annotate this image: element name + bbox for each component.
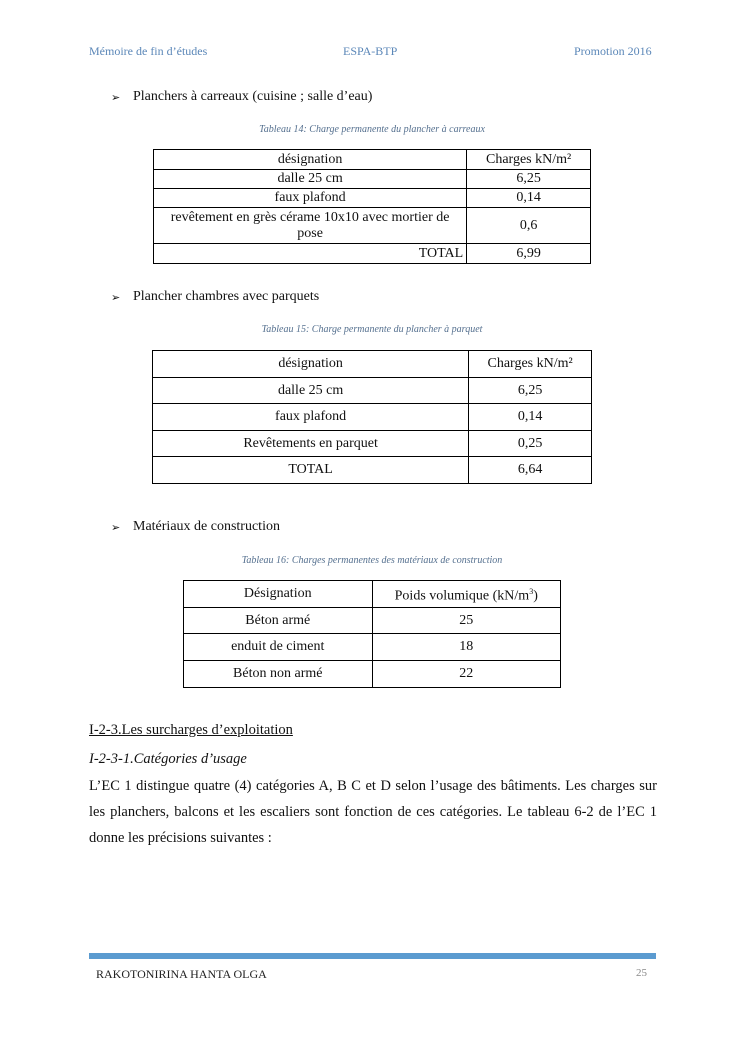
header-charges: Charges kN/m² xyxy=(469,351,592,378)
arrow-bullet-icon: ➢ xyxy=(111,521,121,534)
page-number: 25 xyxy=(636,967,647,979)
total-value: 6,64 xyxy=(469,457,592,484)
table-row xyxy=(184,661,561,688)
header-right: Promotion 2016 xyxy=(574,44,652,58)
table-14 xyxy=(153,149,591,264)
total-label: TOTAL xyxy=(153,457,469,484)
table-15-caption: Tableau 15: Charge permanente du plancher à parquet xyxy=(261,324,483,335)
bullet-text: Matériaux de construction xyxy=(133,519,280,534)
cell-value: 18 xyxy=(372,634,560,661)
cell-value: 0,6 xyxy=(467,208,591,244)
cell-value: 6,25 xyxy=(467,170,591,189)
header-poids-volumique xyxy=(372,581,560,608)
table-14-caption: Tableau 14: Charge permanente du plancher à carreaux xyxy=(259,124,485,135)
footer-author: RAKOTONIRINA HANTA OLGA xyxy=(96,967,267,981)
header-poids-close: ) xyxy=(533,588,538,604)
header-poids-exponent: 3 xyxy=(529,586,534,596)
table-header-row xyxy=(154,150,591,170)
cell-value: 0,14 xyxy=(469,404,592,431)
table-total-row xyxy=(153,457,592,484)
bullet-planchers-carreaux xyxy=(111,89,372,105)
cell-designation: dalle 25 cm xyxy=(153,378,469,404)
bullet-plancher-parquets xyxy=(111,289,319,305)
bullet-text: Planchers à carreaux (cuisine ; salle d’eau) xyxy=(133,89,373,104)
header-charges: Charges kN/m² xyxy=(467,150,591,170)
table-16-caption: Tableau 16: Charges permanentes des matériaux de construction xyxy=(241,555,503,566)
table-row xyxy=(184,608,561,634)
footer-divider xyxy=(89,953,656,959)
cell-designation: dalle 25 cm xyxy=(154,170,467,189)
subsection-heading: I-2-3-1.Catégories d’usage xyxy=(89,751,247,767)
table-row xyxy=(154,189,591,208)
table-row xyxy=(153,404,592,431)
cell-value: 6,25 xyxy=(469,378,592,404)
table-row xyxy=(154,170,591,189)
cell-designation: Béton armé xyxy=(184,608,373,634)
header-designation: désignation xyxy=(153,351,469,378)
table-header-row xyxy=(184,581,561,608)
cell-value: 25 xyxy=(372,608,560,634)
cell-designation: faux plafond xyxy=(153,404,469,431)
cell-value: 0,14 xyxy=(467,189,591,208)
bullet-materiaux xyxy=(111,519,280,535)
table-row xyxy=(184,634,561,661)
header-poids-text: Poids volumique (kN/m xyxy=(394,588,530,604)
header-designation: désignation xyxy=(154,150,467,170)
cell-designation: revêtement en grès cérame 10x10 avec mortier de pose xyxy=(154,208,467,244)
header-center: ESPA-BTP xyxy=(343,44,398,58)
cell-designation: Béton non armé xyxy=(184,661,373,688)
section-heading: I-2-3.Les surcharges d’exploitation xyxy=(89,722,293,738)
table-row xyxy=(153,431,592,457)
cell-designation: Revêtements en parquet xyxy=(153,431,469,457)
bullet-text: Plancher chambres avec parquets xyxy=(133,289,320,304)
arrow-bullet-icon: ➢ xyxy=(111,291,121,304)
total-value: 6,99 xyxy=(467,244,591,264)
table-total-row xyxy=(154,244,591,264)
total-label: TOTAL xyxy=(154,244,467,264)
header-left: Mémoire de fin d’études xyxy=(89,44,208,58)
table-15 xyxy=(152,350,592,484)
table-row xyxy=(153,378,592,404)
cell-value: 22 xyxy=(372,661,560,688)
cell-designation: enduit de ciment xyxy=(184,634,373,661)
table-header-row xyxy=(153,351,592,378)
table-16 xyxy=(183,580,561,688)
cell-designation: faux plafond xyxy=(154,189,467,208)
header-designation: Désignation xyxy=(184,581,373,608)
cell-value: 0,25 xyxy=(469,431,592,457)
body-paragraph: L’EC 1 distingue quatre (4) catégories A, B C et D selon l’usage des bâtiments. Les charges sur les planchers, balcons et les escaliers sont fonction de ces catégories. Le tableau 6-2 de l’EC 1 donne les précisions suivantes : xyxy=(89,778,657,846)
arrow-bullet-icon: ➢ xyxy=(111,91,121,104)
table-row xyxy=(154,208,591,244)
